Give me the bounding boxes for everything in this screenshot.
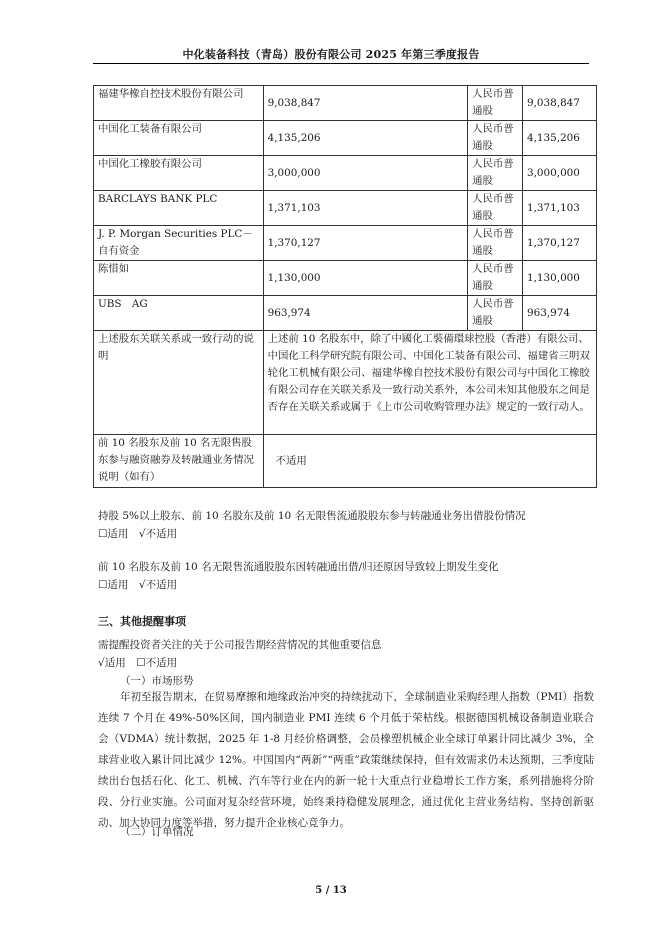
margin-label: 前 10 名股东及前 10 名无限售股东参与融资融券及转融通业务情况说明（如有） — [94, 435, 264, 488]
table-row — [94, 121, 597, 156]
change-options: ☐适用 √不适用 — [98, 579, 178, 591]
share-quantity: 9,038,847 — [523, 86, 597, 121]
table-row — [94, 435, 597, 488]
holder-name: 中国化工装备有限公司 — [94, 121, 264, 156]
section-intro: 需提醒投资者关注的关于公司报告期经营情况的其他重要信息 — [98, 639, 382, 651]
section-title: 三、其他提醒事项 — [98, 615, 186, 628]
share-type: 人民币普通股 — [468, 296, 523, 331]
report-header: 中化装备科技（青岛）股份有限公司 2025 年第三季度报告 — [182, 48, 480, 61]
table-row — [94, 296, 597, 331]
header-divider — [93, 63, 589, 64]
market-paragraph: 年初至报告期末，在贸易摩擦和地缘政治冲突的持续扰动下，全球制造业采购经理人指数（PMI）指数连续 7 个月在 49%-50%区间，国内制造业 PMI 连续 6 个月低于荣枯线。根据德国机械设备制造业联合会（VDMA）统计数据，2025 年 1-8 月经价格调整，会员橡塑机械企业全球订单累计同比减少 3%，全球营业收入累计同比减少 12%。中国国内“两新”“两重”政策继续保持，但有效需求仍未达预期，三季度陆续出台包括石化、化工、机械、汽车等行业在内的新一轮十大重点行业稳增长工作方案，系列措施将分阶段、分行业实施。公司面对复杂经营环境，始终秉持稳健发展理念，通过优化主营业务结构、坚持创新驱动、加大协同力度等举措，努力提升企业核心竞争力。 — [98, 691, 594, 829]
holder-name: 中国化工橡胶有限公司 — [94, 156, 264, 191]
section-options: √适用 ☐不适用 — [98, 657, 178, 669]
share-quantity: 963,974 — [523, 296, 597, 331]
share-quantity: 1,371,103 — [523, 191, 597, 226]
shareholders-table — [93, 85, 597, 488]
holder-name: BARCLAYS BANK PLC — [94, 191, 264, 226]
share-type: 人民币普通股 — [468, 121, 523, 156]
share-type: 人民币普通股 — [468, 226, 523, 261]
holder-name: 陈惜如 — [94, 261, 264, 296]
share-type: 人民币普通股 — [468, 156, 523, 191]
holder-quantity: 963,974 — [263, 296, 468, 331]
page-number: 5 / 13 — [315, 885, 347, 896]
holder-name: J. P. Morgan Securities PLC－自有资金 — [94, 226, 264, 261]
relation-label: 上述股东关联关系或一致行动的说明 — [94, 331, 264, 435]
holder-quantity: 9,038,847 — [263, 86, 468, 121]
holder-quantity: 4,135,206 — [263, 121, 468, 156]
change-title: 前 10 名股东及前 10 名无限售流通股股东因转融通出借/归还原因导致较上期发生变化 — [98, 561, 499, 573]
holder-quantity: 1,371,103 — [263, 191, 468, 226]
holder-name: 福建华橡自控技术股份有限公司 — [94, 86, 264, 121]
holder-quantity: 1,130,000 — [263, 261, 468, 296]
share-quantity: 1,130,000 — [523, 261, 597, 296]
share-type: 人民币普通股 — [468, 261, 523, 296]
margin-value: 不适用 — [263, 435, 596, 488]
subsection-market: （一）市场形势 — [120, 675, 194, 687]
table-row — [94, 226, 597, 261]
share-type: 人民币普通股 — [468, 191, 523, 226]
table-row — [94, 331, 597, 435]
holder-name: UBS AG — [94, 296, 264, 331]
share-quantity: 3,000,000 — [523, 156, 597, 191]
lending-options: ☐适用 √不适用 — [98, 528, 178, 540]
share-quantity: 4,135,206 — [523, 121, 597, 156]
subsection-orders: （二）订单情况 — [120, 826, 194, 838]
lending-title: 持股 5%以上股东、前 10 名股东及前 10 名无限售流通股股东参与转融通业务出借股份情况 — [98, 510, 526, 522]
holder-quantity: 3,000,000 — [263, 156, 468, 191]
table-row — [94, 156, 597, 191]
share-type: 人民币普通股 — [468, 86, 523, 121]
holder-quantity: 1,370,127 — [263, 226, 468, 261]
table-row — [94, 86, 597, 121]
share-quantity: 1,370,127 — [523, 226, 597, 261]
relation-text: 上述前 10 名股东中，除了中國化工裝備環球控股（香港）有限公司、中国化工科学研究院有限公司、中国化工装备有限公司、福建省三明双轮化工机械有限公司、福建华橡自控技术股份有限公司与中国化工橡胶有限公司存在关联关系及一致行动关系外，本公司未知其他股东之间是否存在关联关系或属于《上市公司收购管理办法》规定的一致行动人。 — [263, 331, 596, 435]
table-row — [94, 261, 597, 296]
table-row — [94, 191, 597, 226]
